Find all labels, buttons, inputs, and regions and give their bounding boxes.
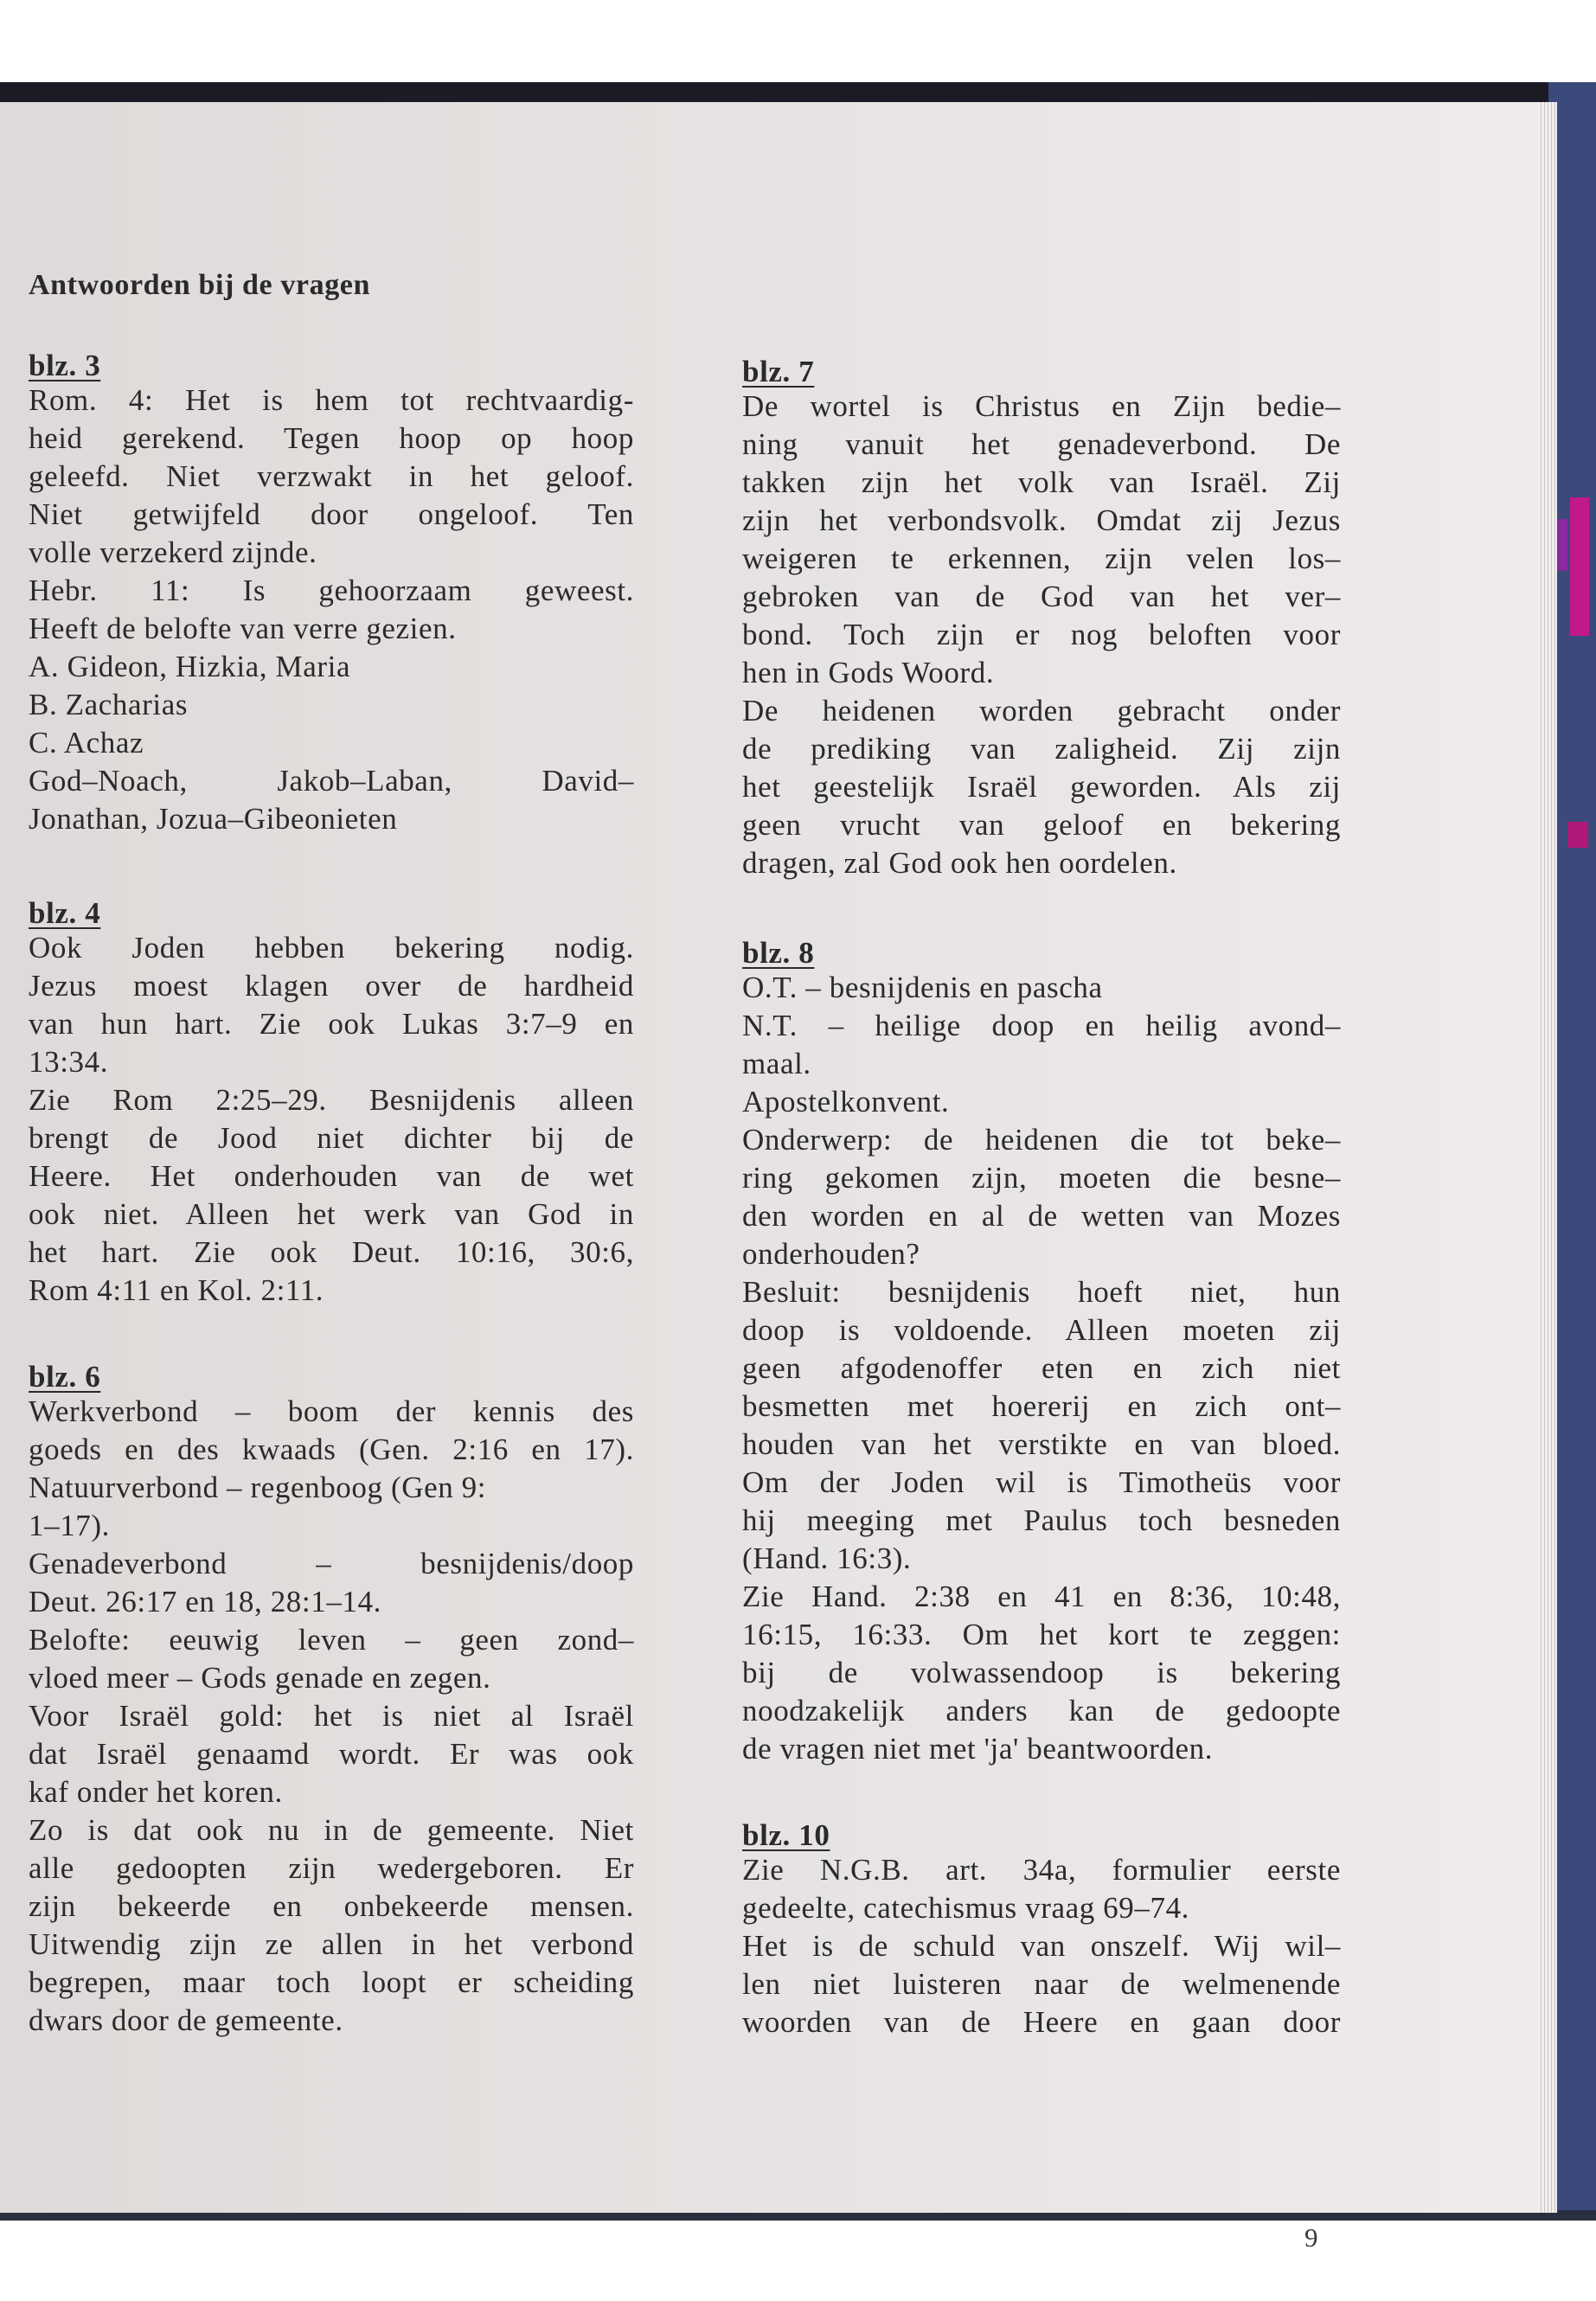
text-line: Rom. 4: Het is hem tot rechtvaardig- [29,383,634,417]
color-mark [1570,497,1589,636]
text-line: vloed meer – Gods genade en zegen. [29,1661,491,1695]
text-line: Jezus moest klagen over de hardheid [29,969,634,1003]
text-line: dwars door de gemeente. [29,2003,343,2037]
text-line: Niet getwijfeld door ongeloof. Ten [29,497,634,531]
text-line: len niet luisteren naar de welmenende [742,1967,1341,2001]
text-line: Om der Joden wil is Timotheüs voor [742,1465,1341,1499]
text-line: Apostelkonvent. [742,1085,950,1118]
text-line: geen afgodenoffer eten en zich niet [742,1351,1341,1385]
text-line: noodzakelijk anders kan de gedoopte [742,1694,1341,1727]
text-line: Ook Joden hebben bekering nodig. [29,931,634,965]
text-line: doop is voldoende. Alleen moeten zij [742,1313,1341,1347]
text-line: Onderwerp: de heidenen die tot beke– [742,1123,1341,1157]
text-line: de prediking van zaligheid. Zij zijn [742,732,1341,766]
text-line: alle gedoopten zijn wedergeboren. Er [29,1851,634,1885]
text-line: geleefd. Niet verzwakt in het geloof. [29,459,634,493]
text-line: De wortel is Christus en Zijn bedie– [742,389,1341,423]
text-line: Deut. 26:17 en 18, 28:1–14. [29,1585,381,1618]
text-line: Natuurverbond – regenboog (Gen 9: [29,1471,487,1504]
text-line: 1–17). [29,1509,111,1542]
color-mark [1567,822,1588,848]
text-line: zijn het verbondsvolk. Omdat zij Jezus [742,503,1341,537]
text-line: gedeelte, catechismus vraag 69–74. [742,1891,1190,1925]
text-line: B. Zacharias [29,688,189,721]
text-line: Jonathan, Jozua–Gibeonieten [29,802,398,836]
page-edge [1538,102,1557,2213]
section-ref: blz. 10 [742,1818,830,1852]
text-line: Voor Israël gold: het is niet al Israël [29,1699,634,1733]
text-line: C. Achaz [29,726,144,760]
text-line: bond. Toch zijn er nog beloften voor [742,618,1341,651]
text-line: Zie N.G.B. art. 34a, formulier eerste [742,1853,1341,1887]
text-line: 16:15, 16:33. Om het kort te zeggen: [742,1618,1341,1651]
text-line: goeds en des kwaads (Gen. 2:16 en 17). [29,1433,634,1466]
color-mark [1557,519,1567,571]
text-line: Zie Rom 2:25–29. Besnijdenis alleen [29,1083,634,1117]
text-line: 13:34. [29,1045,109,1079]
text-line: maal. [742,1047,811,1080]
section-ref: blz. 8 [742,936,815,970]
text-line: (Hand. 16:3). [742,1541,912,1575]
text-line: brengt de Jood niet dichter bij de [29,1121,634,1155]
text-line: ning vanuit het genadeverbond. De [742,427,1341,461]
text-line: De heidenen worden gebracht onder [742,694,1341,727]
text-line: het hart. Zie ook Deut. 10:16, 30:6, [29,1235,634,1269]
text-line: Uitwendig zijn ze allen in het verbond [29,1927,634,1961]
text-line: Het is de schuld van onszelf. Wij wil– [742,1929,1341,1963]
text-line: van hun hart. Zie ook Lukas 3:7–9 en [29,1007,634,1041]
text-line: Zie Hand. 2:38 en 41 en 8:36, 10:48, [742,1580,1341,1613]
text-line: houden van het verstikte en van bloed. [742,1427,1341,1461]
text-line: kaf onder het koren. [29,1775,283,1809]
text-line: Besluit: besnijdenis hoeft niet, hun [742,1275,1341,1309]
text-line: Hebr. 11: Is gehoorzaam geweest. [29,574,634,607]
text-line: takken zijn het volk van Israël. Zij [742,465,1341,499]
text-line: zijn bekeerde en onbekeerde mensen. [29,1889,634,1923]
text-line: Genadeverbond – besnijdenis/doop [29,1547,634,1580]
text-line: Zo is dat ook nu in de gemeente. Niet [29,1813,634,1847]
text-line: begrepen, maar toch loopt er scheiding [29,1965,634,1999]
section-ref: blz. 3 [29,349,101,382]
text-line: den worden en al de wetten van Mozes [742,1199,1341,1233]
page-number: 9 [1304,2222,1318,2253]
section-ref: blz. 4 [29,896,101,930]
text-line: woorden van de Heere en gaan door [742,2005,1341,2039]
text-line: het geestelijk Israël geworden. Als zij [742,770,1341,804]
text-line: besmetten met hoererij en zich ont– [742,1389,1341,1423]
text-line: de vragen niet met 'ja' beantwoorden. [742,1732,1214,1766]
page-heading: Antwoorden bij de vragen [29,269,371,301]
text-line: Heeft de belofte van verre gezien. [29,612,457,645]
section-ref: blz. 7 [742,355,815,388]
text-line: geen vrucht van geloof en bekering [742,808,1341,842]
text-line: volle verzekerd zijnde. [29,535,317,569]
text-line: heid gerekend. Tegen hoop op hoop [29,421,634,455]
text-line: dat Israël genaamd wordt. Er was ook [29,1737,634,1771]
text-line: bij de volwassendoop is bekering [742,1656,1341,1689]
text-line: A. Gideon, Hizkia, Maria [29,650,351,683]
text-line: onderhouden? [742,1237,920,1271]
text-line: Heere. Het onderhouden van de wet [29,1159,634,1193]
section-ref: blz. 6 [29,1360,101,1394]
text-line: Belofte: eeuwig leven – geen zond– [29,1623,634,1657]
text-line: ook niet. Alleen het werk van God in [29,1197,634,1231]
book-page [0,102,1557,2253]
text-line: Rom 4:11 en Kol. 2:11. [29,1273,324,1307]
text-line: Werkverbond – boom der kennis des [29,1394,634,1428]
text-line: God–Noach, Jakob–Laban, David– [29,764,634,798]
text-line: hen in Gods Woord. [742,656,995,689]
text-line: dragen, zal God ook hen oordelen. [742,846,1177,880]
text-line: O.T. – besnijdenis en pascha [742,971,1103,1004]
text-line: ring gekomen zijn, moeten die besne– [742,1161,1341,1195]
text-line: gebroken van de God van het ver– [742,580,1341,613]
text-line: N.T. – heilige doop en heilig avond– [742,1009,1341,1042]
text-line: weigeren te erkennen, zijn velen los– [742,542,1341,575]
text-line: hij meeging met Paulus toch besneden [742,1503,1341,1537]
